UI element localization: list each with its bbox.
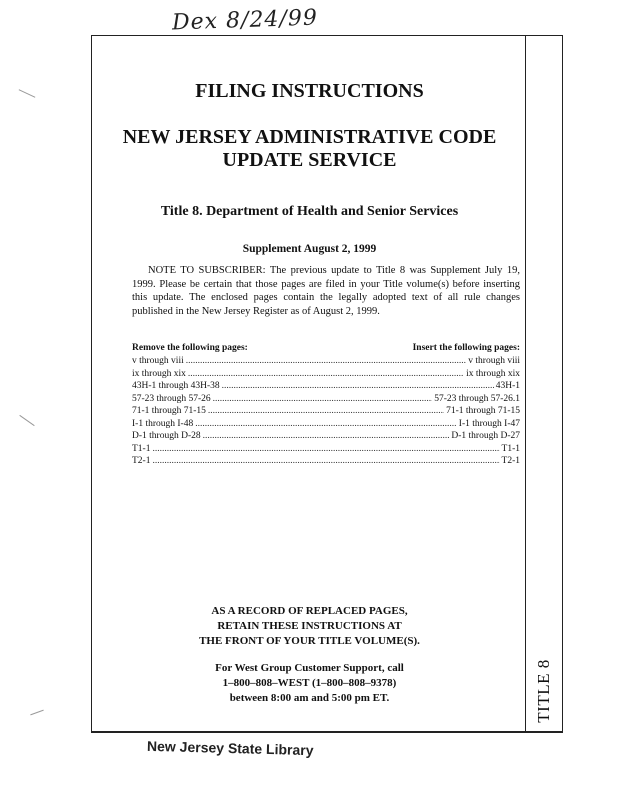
table-row	[132, 405, 520, 418]
dot-leader	[152, 443, 499, 456]
scan-mark	[19, 415, 34, 426]
insert-pages: 71-1 through 71-15	[446, 406, 520, 416]
table-row	[132, 380, 520, 393]
subscriber-note: NOTE TO SUBSCRIBER: The previous update to Title 8 was Supplement July 19, 1999. Please be certain that those pages are filed in your Title volume(s) before inserting this update. The enclosed pages contain the legally adopted text of all rule changes published in the New Jersey Register as of August 2, 1999.	[132, 265, 520, 317]
instructions-content	[92, 36, 527, 731]
remove-pages: v through viii	[132, 356, 184, 366]
support-phone: 1–800–808–WEST (1–800–808–9378)	[222, 677, 397, 689]
remove-pages: 57-23 through 57-26	[132, 393, 211, 404]
retain-notice	[92, 604, 527, 649]
insert-header: Insert the following pages:	[412, 343, 520, 353]
table-row	[132, 455, 520, 468]
table-row	[132, 393, 520, 406]
remove-pages: 71-1 through 71-15	[132, 406, 206, 416]
insert-pages: D-1 through D-27	[451, 431, 520, 441]
insert-pages: ix through xix	[466, 368, 520, 379]
dot-leader	[203, 430, 450, 443]
dot-leader	[213, 393, 433, 406]
dot-leader	[195, 418, 457, 431]
dot-leader	[208, 405, 444, 418]
remove-pages: ix through xix	[132, 368, 186, 379]
insert-pages: 57-23 through 57-26.1	[434, 393, 520, 404]
remove-pages: D-1 through D-28	[132, 431, 201, 441]
insert-pages: I-1 through I-47	[458, 418, 520, 429]
scan-mark	[30, 710, 43, 716]
retain-line1: AS A RECORD OF REPLACED PAGES,	[211, 605, 408, 617]
insert-pages: v through viii	[468, 356, 520, 366]
dot-leader	[152, 455, 499, 468]
table-row	[132, 368, 520, 381]
table-row	[132, 355, 520, 368]
dot-leader	[222, 380, 494, 393]
supplement-date: Supplement August 2, 1999	[242, 243, 377, 255]
code-title-line2: UPDATE SERVICE	[222, 149, 397, 171]
library-stamp: New Jersey State Library	[146, 737, 314, 759]
handwritten-note: Dex 8/24/99	[171, 5, 319, 36]
remove-pages: I-1 through I-48	[132, 418, 194, 429]
insert-pages: 43H-1	[495, 381, 520, 391]
document-frame	[91, 35, 563, 733]
code-title-line1: NEW JERSEY ADMINISTRATIVE CODE	[122, 126, 497, 148]
remove-header: Remove the following pages:	[132, 343, 248, 353]
remove-pages: 43H-1 through 43H-38	[132, 381, 220, 391]
support-line1: For West Group Customer Support, call	[215, 662, 404, 674]
title-tab	[525, 36, 562, 731]
dot-leader	[186, 355, 467, 368]
dot-leader	[188, 368, 464, 381]
insert-pages: T1-1	[501, 443, 520, 454]
table-row	[132, 418, 520, 431]
code-title	[92, 126, 527, 172]
table-row	[132, 443, 520, 456]
pages-table	[132, 342, 520, 468]
retain-line2: RETAIN THESE INSTRUCTIONS AT	[217, 620, 402, 632]
scan-mark	[19, 89, 36, 98]
support-hours: between 8:00 am and 5:00 pm ET.	[229, 692, 390, 704]
tab-label: TITLE 8	[534, 659, 553, 723]
retain-line3: THE FRONT OF YOUR TITLE VOLUME(S).	[199, 635, 420, 647]
customer-support	[92, 661, 527, 706]
remove-pages: T2-1	[132, 456, 151, 466]
title-section: Title 8. Department of Health and Senior Services	[160, 204, 459, 219]
table-header	[132, 342, 520, 355]
page-title: FILING INSTRUCTIONS	[195, 80, 424, 102]
remove-pages: T1-1	[132, 443, 151, 454]
table-row	[132, 430, 520, 443]
insert-pages: T2-1	[501, 456, 520, 466]
